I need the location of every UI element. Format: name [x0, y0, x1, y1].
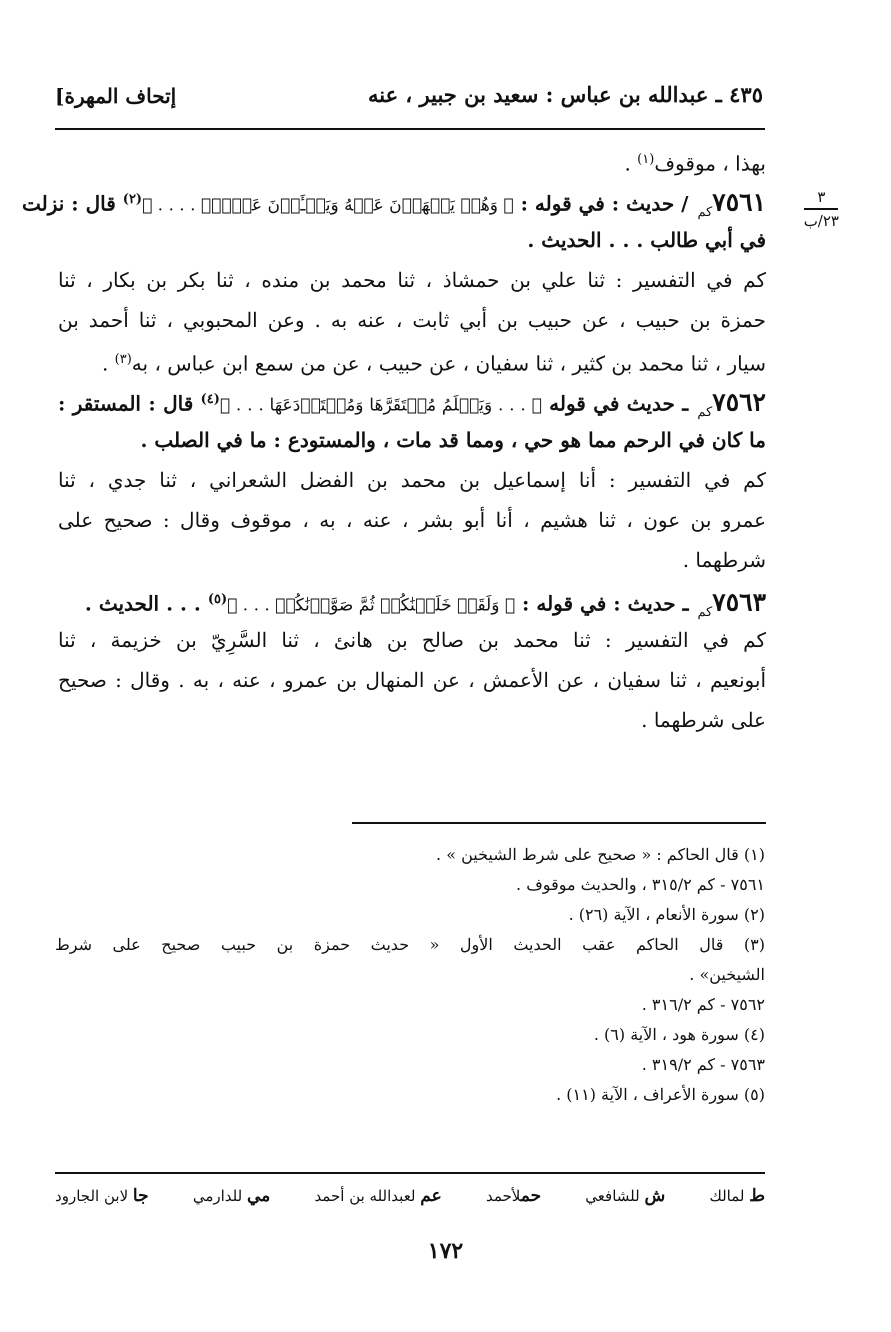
siglum-entry	[486, 1186, 541, 1206]
siglum-name: لأحمد	[485, 1187, 521, 1205]
text-line: سيار ، ثنا محمد بن كثير ، ثنا سفيان ، عن حبيب ، عن من سمع ابن عباس ، به$^{(٣)}$ .	[101, 351, 766, 376]
line-text: سيار ، ثنا محمد بن كثير ، ثنا سفيان ، عن حبيب ، عن من سمع ابن عباس ، به	[131, 351, 766, 376]
text-line: كم في التفسير : أنا إسماعيل بن محمد بن الفضل الشعراني ، ثنا جدي ، ثنا	[58, 468, 766, 492]
hadith-7561-cont: في أبي طالب . . . الحديث .	[527, 228, 766, 252]
siglum-name: لمالك	[709, 1187, 745, 1205]
text-line: أبونعيم ، ثنا سفيان ، عن الأعمش ، عن المنهال بن عمرو ، عنه ، به . وقال : صحيح	[58, 668, 766, 692]
page-number: ١٧٢	[427, 1238, 464, 1264]
footnote: (٥) سورة الأعراف ، الآية (١١) .	[556, 1085, 765, 1104]
siglum-abbr: ط	[749, 1186, 765, 1206]
hadith-number: ٧٥٦٢	[712, 387, 766, 417]
footnote-separator	[352, 822, 766, 824]
hadith-intro: / حديث : في قوله :	[520, 191, 696, 216]
siglum-name: لابن الجارود	[55, 1187, 129, 1205]
header-rule	[55, 128, 765, 130]
text-line: على شرطهما .	[641, 708, 766, 732]
hadith-intro: ـ حديث : في قوله :	[522, 591, 696, 616]
source-siglum: كم	[697, 204, 713, 220]
hadith-7562	[58, 380, 766, 420]
margin-folio-note	[804, 188, 839, 230]
source-siglum: كم	[697, 604, 713, 620]
text-line: كم في التفسير : ثنا محمد بن صالح بن هانئ ، ثنا السَّرِيّ بن خزيمة ، ثنا	[58, 628, 766, 652]
hadith-text: . . . الحديث .	[84, 591, 208, 616]
siglum-name: لعبدالله بن أحمد	[314, 1187, 416, 1205]
footnote: الشيخين» .	[689, 965, 765, 984]
text-line: حمزة بن حبيب ، عن حبيب بن أبي ثابت ، عنه به . وعن المحبوبي ، ثنا أحمد بن	[58, 308, 766, 332]
margin-note-bottom: ٢٣/ب	[803, 211, 839, 230]
footnote: ٧٥٦٣ - كم ٣١٩/٢ .	[641, 1055, 765, 1074]
siglum-abbr: جا	[132, 1186, 149, 1206]
source-siglum: كم	[697, 404, 713, 420]
section-title: ٤٣٥ ـ عبدالله بن عباس : سعيد بن جبير ، عنه	[368, 82, 763, 107]
footnote: (١) قال الحاكم : « صحيح على شرط الشيخين » .	[436, 845, 765, 864]
hadith-number: ٧٥٦١	[712, 187, 766, 217]
siglum-abbr: عم	[420, 1186, 442, 1206]
footnote: (٢) سورة الأنعام ، الآية (٢٦) .	[568, 905, 765, 924]
text-line: بهذا ، موقوف$^{(١)}$ .	[624, 151, 766, 176]
siglum-entry	[314, 1186, 441, 1206]
hadith-7563	[58, 580, 766, 620]
hadith-7562-cont: ما كان في الرحم مما هو حي ، ومما قد مات ، والمستودع : ما في الصلب .	[140, 428, 766, 452]
hadith-number: ٧٥٦٣	[712, 587, 766, 617]
hadith-text: قال : نزلت	[21, 191, 123, 216]
footnote: (٤) سورة هود ، الآية (٦) .	[593, 1025, 765, 1044]
siglum-entry	[55, 1186, 149, 1206]
siglum-abbr: مي	[246, 1186, 271, 1206]
footnote-marker: (٤)	[200, 392, 220, 407]
footnote-marker: (٢)	[122, 192, 143, 207]
footnote: ٧٥٦١ - كم ٣١٥/٢ ، والحديث موقوف .	[516, 875, 765, 894]
footnote-marker: (٣)	[114, 352, 132, 367]
footnote-marker: (١)	[637, 152, 655, 167]
line-text: بهذا ، موقوف	[654, 151, 766, 176]
siglum-entry	[193, 1186, 270, 1206]
footnotes	[55, 840, 765, 1110]
footer-rule	[55, 1172, 765, 1174]
footnote-marker: (٥)	[207, 592, 228, 607]
footnote: (٣) قال الحاكم عقب الحديث الأول « حديث حمزة بن حبيب صحيح على شرط	[55, 935, 765, 954]
margin-note-bar	[804, 208, 838, 210]
quran-verse: ﴿ وَلَقَدۡ خَلَقۡنَٰكُمۡ ثُمَّ صَوَّرۡنَٰكُمۡ . . . ﴾	[227, 595, 516, 616]
siglum-entry	[585, 1186, 665, 1206]
footnote: ٧٥٦٢ - كم ٣١٦/٢ .	[641, 995, 765, 1014]
quran-verse: ﴿ . . . وَيَعۡلَمُ مُسۡتَقَرَّهَا وَمُسۡتَوۡدَعَهَا . . . ﴾	[219, 395, 542, 416]
siglum-name: للشافعي	[585, 1187, 640, 1205]
siglum-abbr: حم	[520, 1186, 542, 1206]
text-line: عمرو بن عون ، ثنا هشيم ، أنا أبو بشر ، عنه ، به ، موقوف وقال : صحيح على	[58, 508, 766, 532]
siglum-abbr: ش	[644, 1186, 666, 1206]
hadith-7561	[21, 180, 766, 220]
siglum-entry	[709, 1186, 765, 1206]
siglum-name: للدارمي	[192, 1187, 243, 1205]
margin-note-top: ٣	[817, 188, 826, 206]
text-line: كم في التفسير : ثنا علي بن حمشاذ ، ثنا محمد بن منده ، ثنا بكر بن بكار ، ثنا	[58, 268, 766, 292]
hadith-text: قال : المستقر :	[58, 391, 201, 416]
hadith-intro: ـ حديث في قوله	[549, 391, 696, 416]
text-line: شرطهما .	[682, 548, 766, 572]
sigla-legend	[55, 1186, 765, 1206]
main-text	[21, 140, 766, 740]
quran-verse: ﴿ وَهُمۡ يَنۡهَوۡنَ عَنۡهُ وَيَنۡـَٔوۡنَ عَنۡهُۖ . . . . ﴾	[142, 195, 514, 216]
book-title: [إتحاف المهرة	[55, 84, 177, 108]
